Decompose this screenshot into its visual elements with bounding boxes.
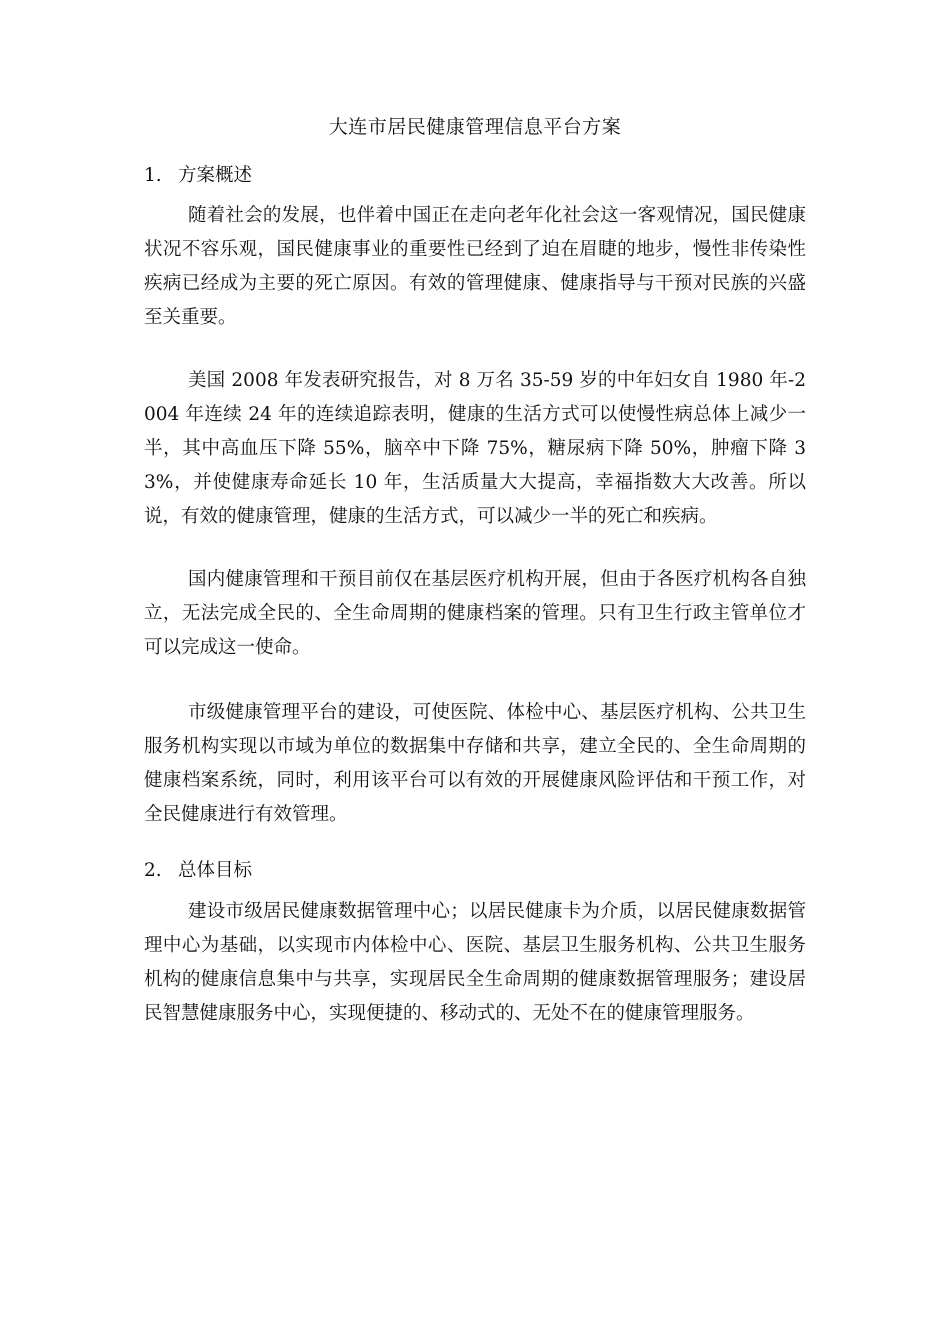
section-heading-text: 方案概述 bbox=[178, 165, 253, 186]
document-title: 大连市居民健康管理信息平台方案 bbox=[328, 116, 622, 138]
section-heading-overview bbox=[144, 162, 252, 190]
section-heading-goals bbox=[144, 857, 252, 885]
section-number: 1. bbox=[144, 165, 162, 186]
paragraph: 建设市级居民健康数据管理中心；以居民健康卡为介质，以居民健康数据管理中心为基础，以实现市内体检中心、医院、基层卫生服务机构、公共卫生服务机构的健康信息集中与共享，实现居民全生命周期的健康数据管理服务；建设居民智慧健康服务中心，实现便捷的、移动式的、无处不在的健康管理服务。 bbox=[144, 901, 806, 1024]
paragraph: 美国 2008 年发表研究报告，对 8 万名 35-59 岁的中年妇女自 1980 年-2004 年连续 24 年的连续追踪表明，健康的生活方式可以使慢性病总体上减少一半，其中高血压下降 55%，脑卒中下降 75%，糖尿病下降 50%，肿瘤下降 33%，并使健康寿命延长 10 年，生活质量大大提高，幸福指数大大改善。所以说，有效的健康管理，健康的生活方式，可以减少一半的死亡和疾病。 bbox=[144, 370, 806, 527]
section-heading-text: 总体目标 bbox=[178, 860, 253, 881]
section-number: 2. bbox=[144, 860, 162, 881]
paragraph: 市级健康管理平台的建设，可使医院、体检中心、基层医疗机构、公共卫生服务机构实现以市域为单位的数据集中存储和共享，建立全民的、全生命周期的健康档案系统，同时，利用该平台可以有效的开展健康风险评估和干预工作，对全民健康进行有效管理。 bbox=[144, 702, 806, 825]
paragraph: 随着社会的发展，也伴着中国正在走向老年化社会这一客观情况，国民健康状况不容乐观，国民健康事业的重要性已经到了迫在眉睫的地步，慢性非传染性疾病已经成为主要的死亡原因。有效的管理健康、健康指导与干预对民族的兴盛至关重要。 bbox=[144, 205, 806, 328]
paragraph: 国内健康管理和干预目前仅在基层医疗机构开展，但由于各医疗机构各自独立，无法完成全民的、全生命周期的健康档案的管理。只有卫生行政主管单位才可以完成这一使命。 bbox=[144, 569, 806, 658]
